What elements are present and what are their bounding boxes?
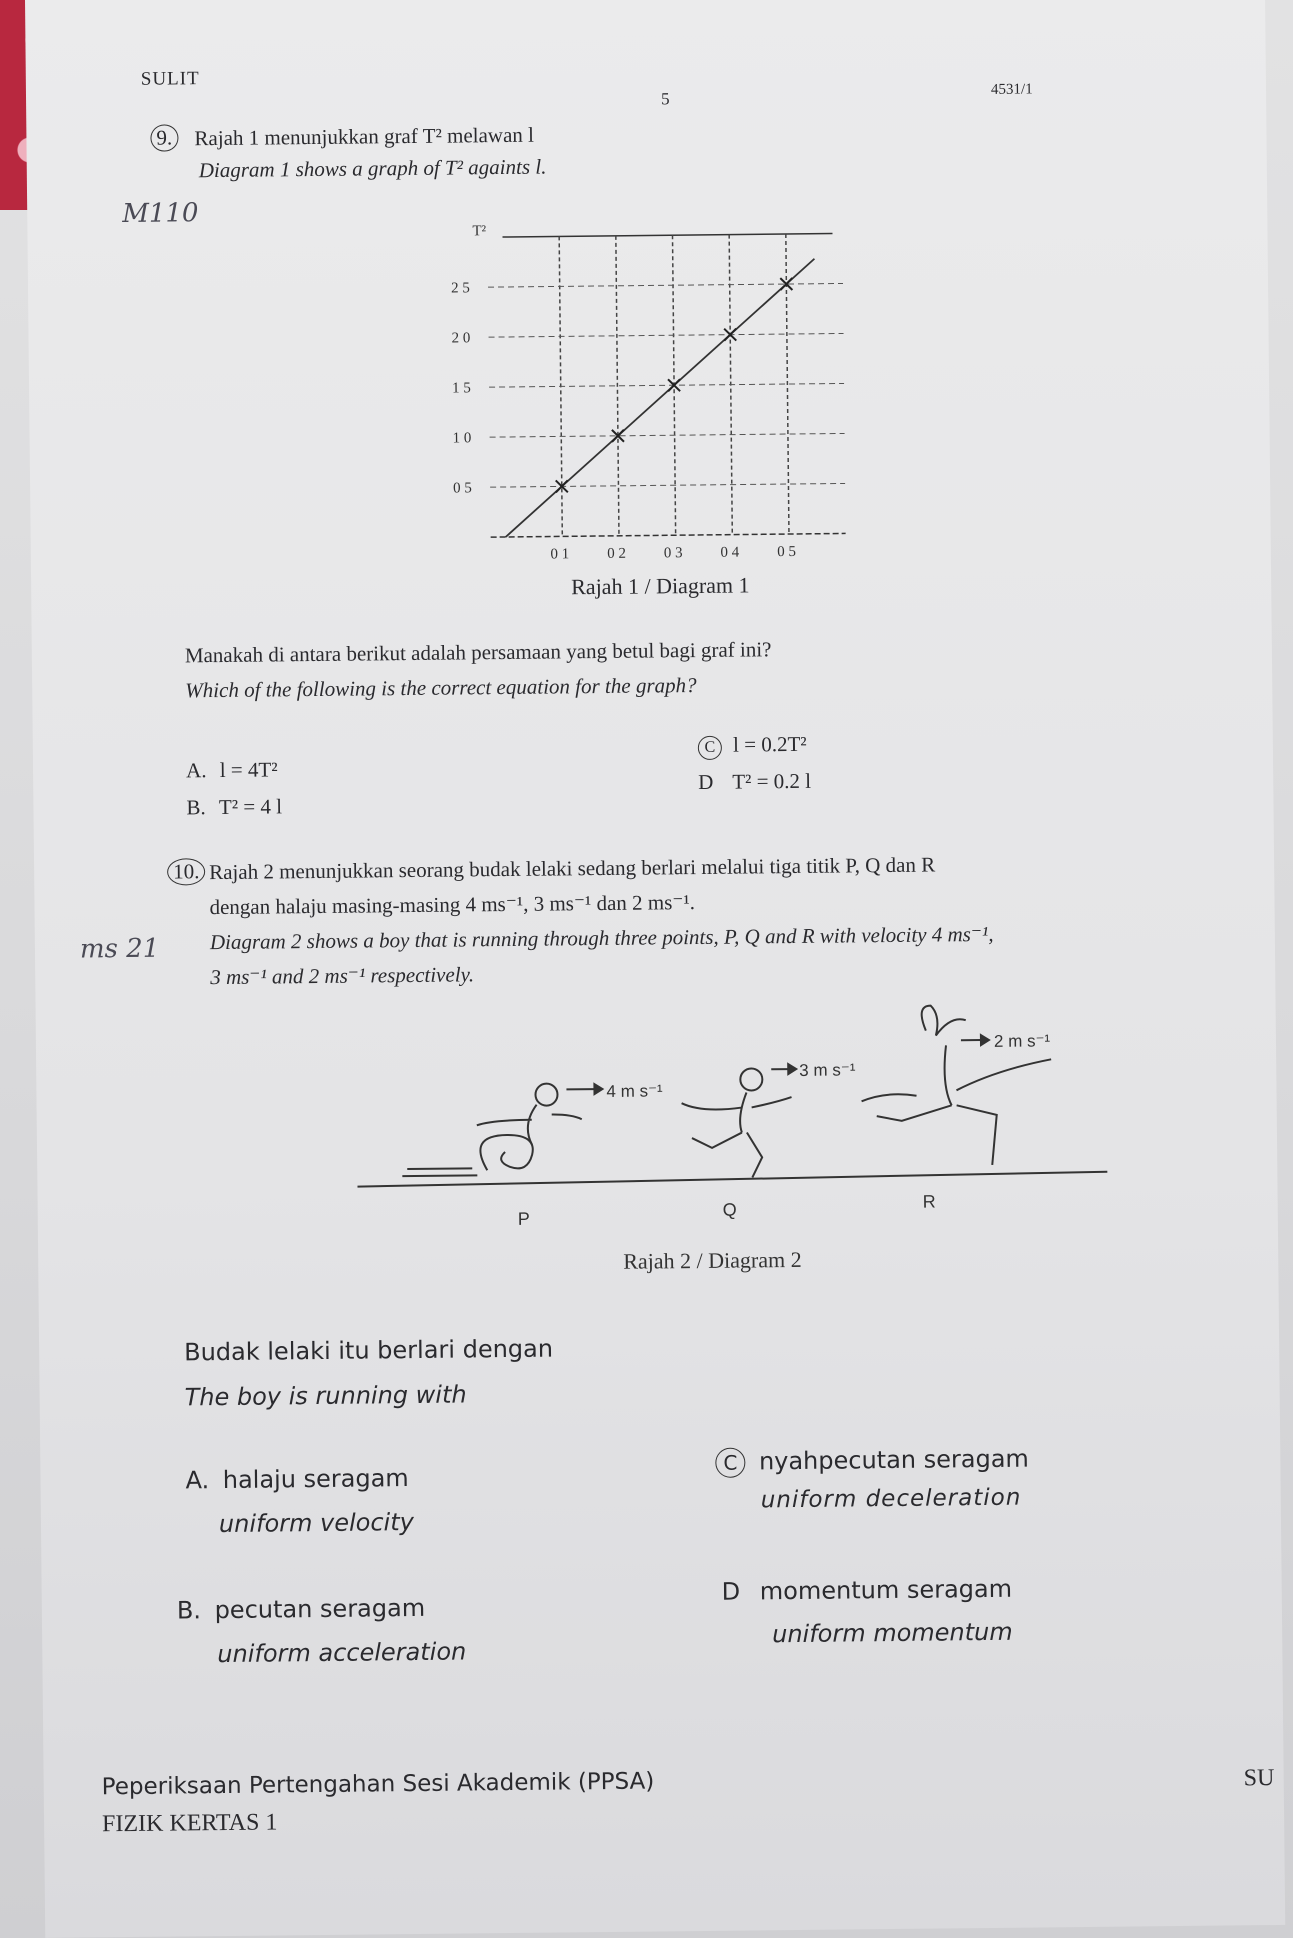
y-tick-label-2: 1 5: [452, 380, 471, 397]
q9-prompt-en: Diagram 1 shows a graph of T² againts l.: [198, 154, 547, 183]
chart-line: [503, 259, 818, 537]
q10-option-d[interactable]: [722, 1575, 1013, 1606]
q10-line1-en: Diagram 2 shows a boy that is running through three points, P, Q and R with velocity 4 ms⁻¹,: [209, 921, 994, 955]
arrow-4ms: [566, 1084, 602, 1094]
q9-handwritten-note: M110: [122, 198, 199, 229]
footer-right: SU: [1243, 1765, 1275, 1792]
chart-ticks: [450, 220, 796, 564]
runner-q-icon: [681, 1068, 792, 1178]
grid-hline-1: [490, 433, 845, 437]
running-boy-diagram: [356, 994, 1119, 1282]
q9-option-b-letter: B.: [186, 795, 206, 820]
q10-option-b-en: uniform acceleration: [217, 1637, 467, 1669]
diagram1-caption-text: Rajah 1 / Diagram 1: [571, 572, 750, 600]
q9-prompt-my: [156, 122, 535, 152]
velocity-label-q: 3 m s⁻¹: [799, 1060, 856, 1080]
velocity-label-p: 4 m s⁻¹: [606, 1081, 663, 1101]
paper-code: 4531/1: [990, 81, 1033, 98]
q10-option-c-letter: C: [715, 1448, 745, 1478]
arrow-2ms: [961, 1035, 989, 1045]
q9-option-d-letter: D: [698, 769, 714, 794]
q9-option-a[interactable]: [186, 757, 278, 783]
graph-t2-vs-l: [427, 213, 891, 578]
x-tick-label-1: 0 2: [607, 545, 626, 562]
q10-option-d-my: momentum seragam: [759, 1574, 1013, 1606]
diagram2-caption: Rajah 2 / Diagram 2: [623, 1246, 802, 1274]
sulit-label: SULIT: [140, 68, 200, 90]
q9-option-a-text: l = 4T²: [219, 757, 278, 783]
best-fit-line: [503, 259, 818, 537]
ground-line: [357, 1172, 1107, 1187]
y-tick-label-0: 0 5: [453, 480, 472, 497]
y-tick-label-4: 2 5: [450, 280, 470, 297]
q10-option-b-my: pecutan seragam: [214, 1593, 426, 1625]
q9-option-b-text: T² = 4 l: [218, 794, 283, 820]
q10-option-c-my: nyahpecutan seragam: [758, 1444, 1029, 1476]
arrow-3ms: [771, 1064, 796, 1074]
q10-option-b[interactable]: [177, 1594, 426, 1625]
q10-option-d-en: uniform momentum: [772, 1617, 1013, 1649]
x-tick-label-4: 0 5: [777, 543, 796, 561]
q9-option-c-text: l = 0.2T²: [732, 731, 807, 757]
q10-option-a[interactable]: [185, 1464, 409, 1494]
q10-option-d-letter: D: [721, 1577, 741, 1606]
point-label-q: Q: [722, 1199, 737, 1220]
q9-option-b[interactable]: [186, 794, 282, 820]
q9-option-d[interactable]: [698, 769, 811, 795]
q10-line2-my: dengan halaju masing-masing 4 ms⁻¹, 3 ms⁻¹ dan 2 ms⁻¹.: [209, 890, 696, 920]
q10-option-c-en: uniform deceleration: [760, 1484, 1022, 1514]
q10-option-a-letter: A.: [185, 1466, 210, 1495]
grid-hline-3: [489, 333, 844, 337]
page-number: 5: [660, 89, 670, 109]
chart-top-border: [503, 234, 833, 237]
y-tick-label-3: 2 0: [451, 330, 471, 347]
footer-line2: FIZIK KERTAS 1: [101, 1809, 278, 1838]
velocity-label-r: 2 m s⁻¹: [993, 1031, 1051, 1051]
q10-handwritten-note: ms 21: [79, 933, 160, 965]
q10-option-a-my: halaju seragam: [222, 1464, 409, 1495]
grid-hline-2: [489, 383, 844, 387]
q10-number: 10.: [167, 858, 206, 885]
q9-question-en: Which of the following is the correct equation for the graph?: [185, 673, 697, 703]
grid-hline-0: [490, 483, 845, 487]
q10-line1-my-text: Rajah 2 menunjukkan seorang budak lelaki sedang berlari melalui tiga titik P, Q dan R: [209, 852, 936, 885]
q9-number: 9.: [150, 124, 178, 151]
q10-stem-en: The boy is running with: [184, 1380, 467, 1412]
q10-line2-en: 3 ms⁻¹ and 2 ms⁻¹ respectively.: [210, 962, 475, 990]
q9-prompt-my-text: Rajah 1 menunjukkan graf T² melawan l: [194, 122, 535, 151]
x-tick-label-0: 0 1: [550, 546, 570, 563]
y-tick-label-1: 1 0: [452, 430, 472, 447]
grid-vline-4: [786, 234, 789, 534]
runner-r-icon: [861, 1004, 1053, 1166]
q9-option-c-letter: C: [698, 736, 722, 760]
point-label-r: R: [922, 1191, 936, 1212]
grid-vline-1: [616, 236, 619, 536]
q9-option-d-text: T² = 0.2 l: [732, 768, 812, 794]
x-tick-label-3: 0 4: [720, 544, 740, 561]
q10-stem-my: Budak lelaki itu berlari dengan: [184, 1334, 554, 1367]
q10-line1-my: [173, 852, 936, 886]
q9-question-my: Manakah di antara berikut adalah persamaan yang betul bagi graf ini?: [184, 637, 772, 668]
q9-option-a-letter: A.: [185, 758, 207, 783]
point-label-p: P: [517, 1208, 530, 1229]
footer-line1: Peperiksaan Pertengahan Sesi Akademik (PPSA): [101, 1768, 655, 1801]
y-axis-label: T²: [472, 223, 487, 240]
exam-page: [25, 0, 1285, 1938]
x-tick-label-2: 0 3: [663, 545, 683, 562]
speed-lines-p: [402, 1135, 533, 1176]
q9-option-c[interactable]: [698, 732, 807, 760]
q10-option-a-en: uniform velocity: [218, 1508, 415, 1539]
diagram1-caption: [571, 572, 750, 600]
q10-option-c[interactable]: [715, 1445, 1029, 1478]
x-axis: [491, 533, 846, 537]
q10-option-b-letter: B.: [176, 1596, 202, 1625]
